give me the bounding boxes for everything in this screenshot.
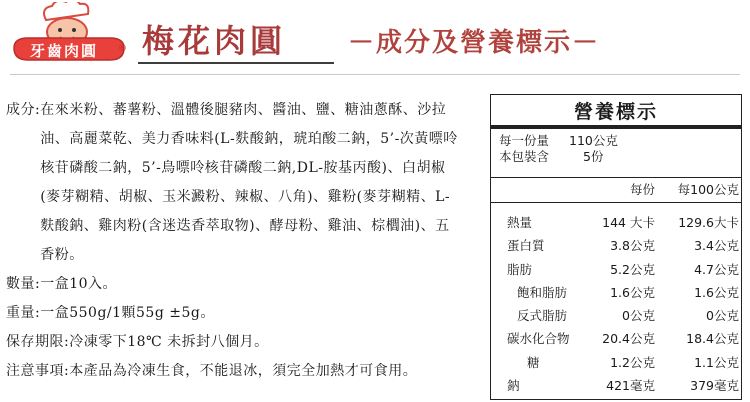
ingredients-text: 在來米粉、蕃薯粉、溫體後腿豬肉、醬油、鹽、糖油蔥酥、沙拉油、高麗菜乾、美力香味料(L-麩酸鈉，琥珀酸二鈉，5’-次黃嘌呤核苷磷酸二鈉，5’-鳥嘌呤核苷磷酸二鈉,DL-胺基丙酸)、白胡椒(麥芽糊精、胡椒、玉米澱粉、辣椒、八角)、雞粉(麥芽糊精、L-麩酸鈉、雞肉粉(含迷迭香萃取物)、酵母粉、雞油、棕櫚油)、五香粉。 <box>40 102 458 263</box>
nutrition-row <box>491 374 741 397</box>
nutrient-per-100g: 129.6大卡 <box>678 215 739 230</box>
nutrient-per-serving: 0公克 <box>622 308 655 324</box>
weight-value: 一盒550g/1顆55g ±5g。 <box>40 305 215 321</box>
nutrient-name: 脂肪 <box>507 261 533 277</box>
storage-value: 冷凍零下18℃ 未拆封八個月。 <box>69 334 269 350</box>
nutrient-name: 蛋白質 <box>507 238 545 254</box>
nutrition-row <box>491 211 741 234</box>
nutrient-per-100g: 1.1公克 <box>694 354 739 370</box>
nutrient-name: 飽和脂肪 <box>517 284 568 300</box>
nutrient-per-serving: 20.4公克 <box>602 331 655 347</box>
nutrient-per-100g: 3.4公克 <box>694 238 739 254</box>
nutrition-row <box>491 234 741 257</box>
notice-row <box>6 357 468 386</box>
nutrient-per-serving: 3.8公克 <box>610 238 655 254</box>
storage-label: 保存期限: <box>6 334 70 350</box>
nutrient-per-100g: 1.6公克 <box>694 284 739 300</box>
ingredients-row <box>6 96 468 270</box>
nutrient-per-100g: 4.7公克 <box>694 261 739 277</box>
serving-size-row <box>499 133 741 149</box>
header-divider <box>10 74 740 75</box>
serving-info <box>491 129 741 165</box>
nutrient-name: 鈉 <box>507 378 520 394</box>
brand-logo <box>8 2 130 72</box>
quantity-value: 一盒10入。 <box>40 276 118 292</box>
nutrition-column-header <box>491 177 741 203</box>
nutrition-title: 營養標示 <box>491 95 741 129</box>
nutrient-per-100g: 18.4公克 <box>686 331 739 347</box>
col-per-100g: 每100公克 <box>677 182 739 197</box>
quantity-label: 數量: <box>6 276 41 292</box>
nutrition-rows <box>491 211 741 397</box>
nutrition-row <box>491 281 741 304</box>
nutrient-name: 糖 <box>527 354 540 370</box>
logo-text: 牙齒肉圓 <box>30 42 99 60</box>
servings-value: 5份 <box>583 149 604 164</box>
nutrition-row <box>491 304 741 327</box>
title-underline <box>138 62 334 64</box>
serving-size-label: 每一份量 <box>499 133 550 148</box>
quantity-row <box>6 270 468 299</box>
product-title: 梅花肉圓 <box>142 22 287 60</box>
nutrient-per-serving: 1.2公克 <box>610 354 655 370</box>
nutrient-name: 熱量 <box>507 215 533 230</box>
col-per-serving: 每份 <box>629 182 655 197</box>
nutrient-per-100g: 379毫克 <box>690 378 739 394</box>
nutrient-per-serving: 421毫克 <box>606 378 655 394</box>
nutrient-name: 反式脂肪 <box>517 308 568 324</box>
registered-mark: ® <box>118 44 127 54</box>
servings-label: 本包裝含 <box>499 149 550 164</box>
notice-label: 注意事項: <box>6 363 70 379</box>
nutrient-per-serving: 144 大卡 <box>602 215 655 230</box>
nutrition-row <box>491 327 741 350</box>
serving-size-value: 110公克 <box>569 133 618 148</box>
nutrient-name: 碳水化合物 <box>507 331 570 347</box>
nutrition-row <box>491 258 741 281</box>
nutrient-per-serving: 1.6公克 <box>610 284 655 300</box>
nutrition-row <box>491 351 741 374</box>
ingredients-label: 成分: <box>6 102 41 118</box>
storage-row <box>6 328 468 357</box>
servings-row <box>499 149 741 165</box>
nutrition-table <box>490 94 742 400</box>
weight-label: 重量: <box>6 305 41 321</box>
brand-logo-icon <box>8 2 130 72</box>
nutrient-per-serving: 5.2公克 <box>610 261 655 277</box>
weight-row <box>6 299 468 328</box>
notice-value: 本產品為冷凍生食，不能退冰，須完全加熱才可食用。 <box>69 363 418 379</box>
page-subtitle: －成分及營養標示－ <box>348 28 601 58</box>
nutrient-per-100g: 0公克 <box>706 308 739 324</box>
product-info <box>6 96 468 386</box>
